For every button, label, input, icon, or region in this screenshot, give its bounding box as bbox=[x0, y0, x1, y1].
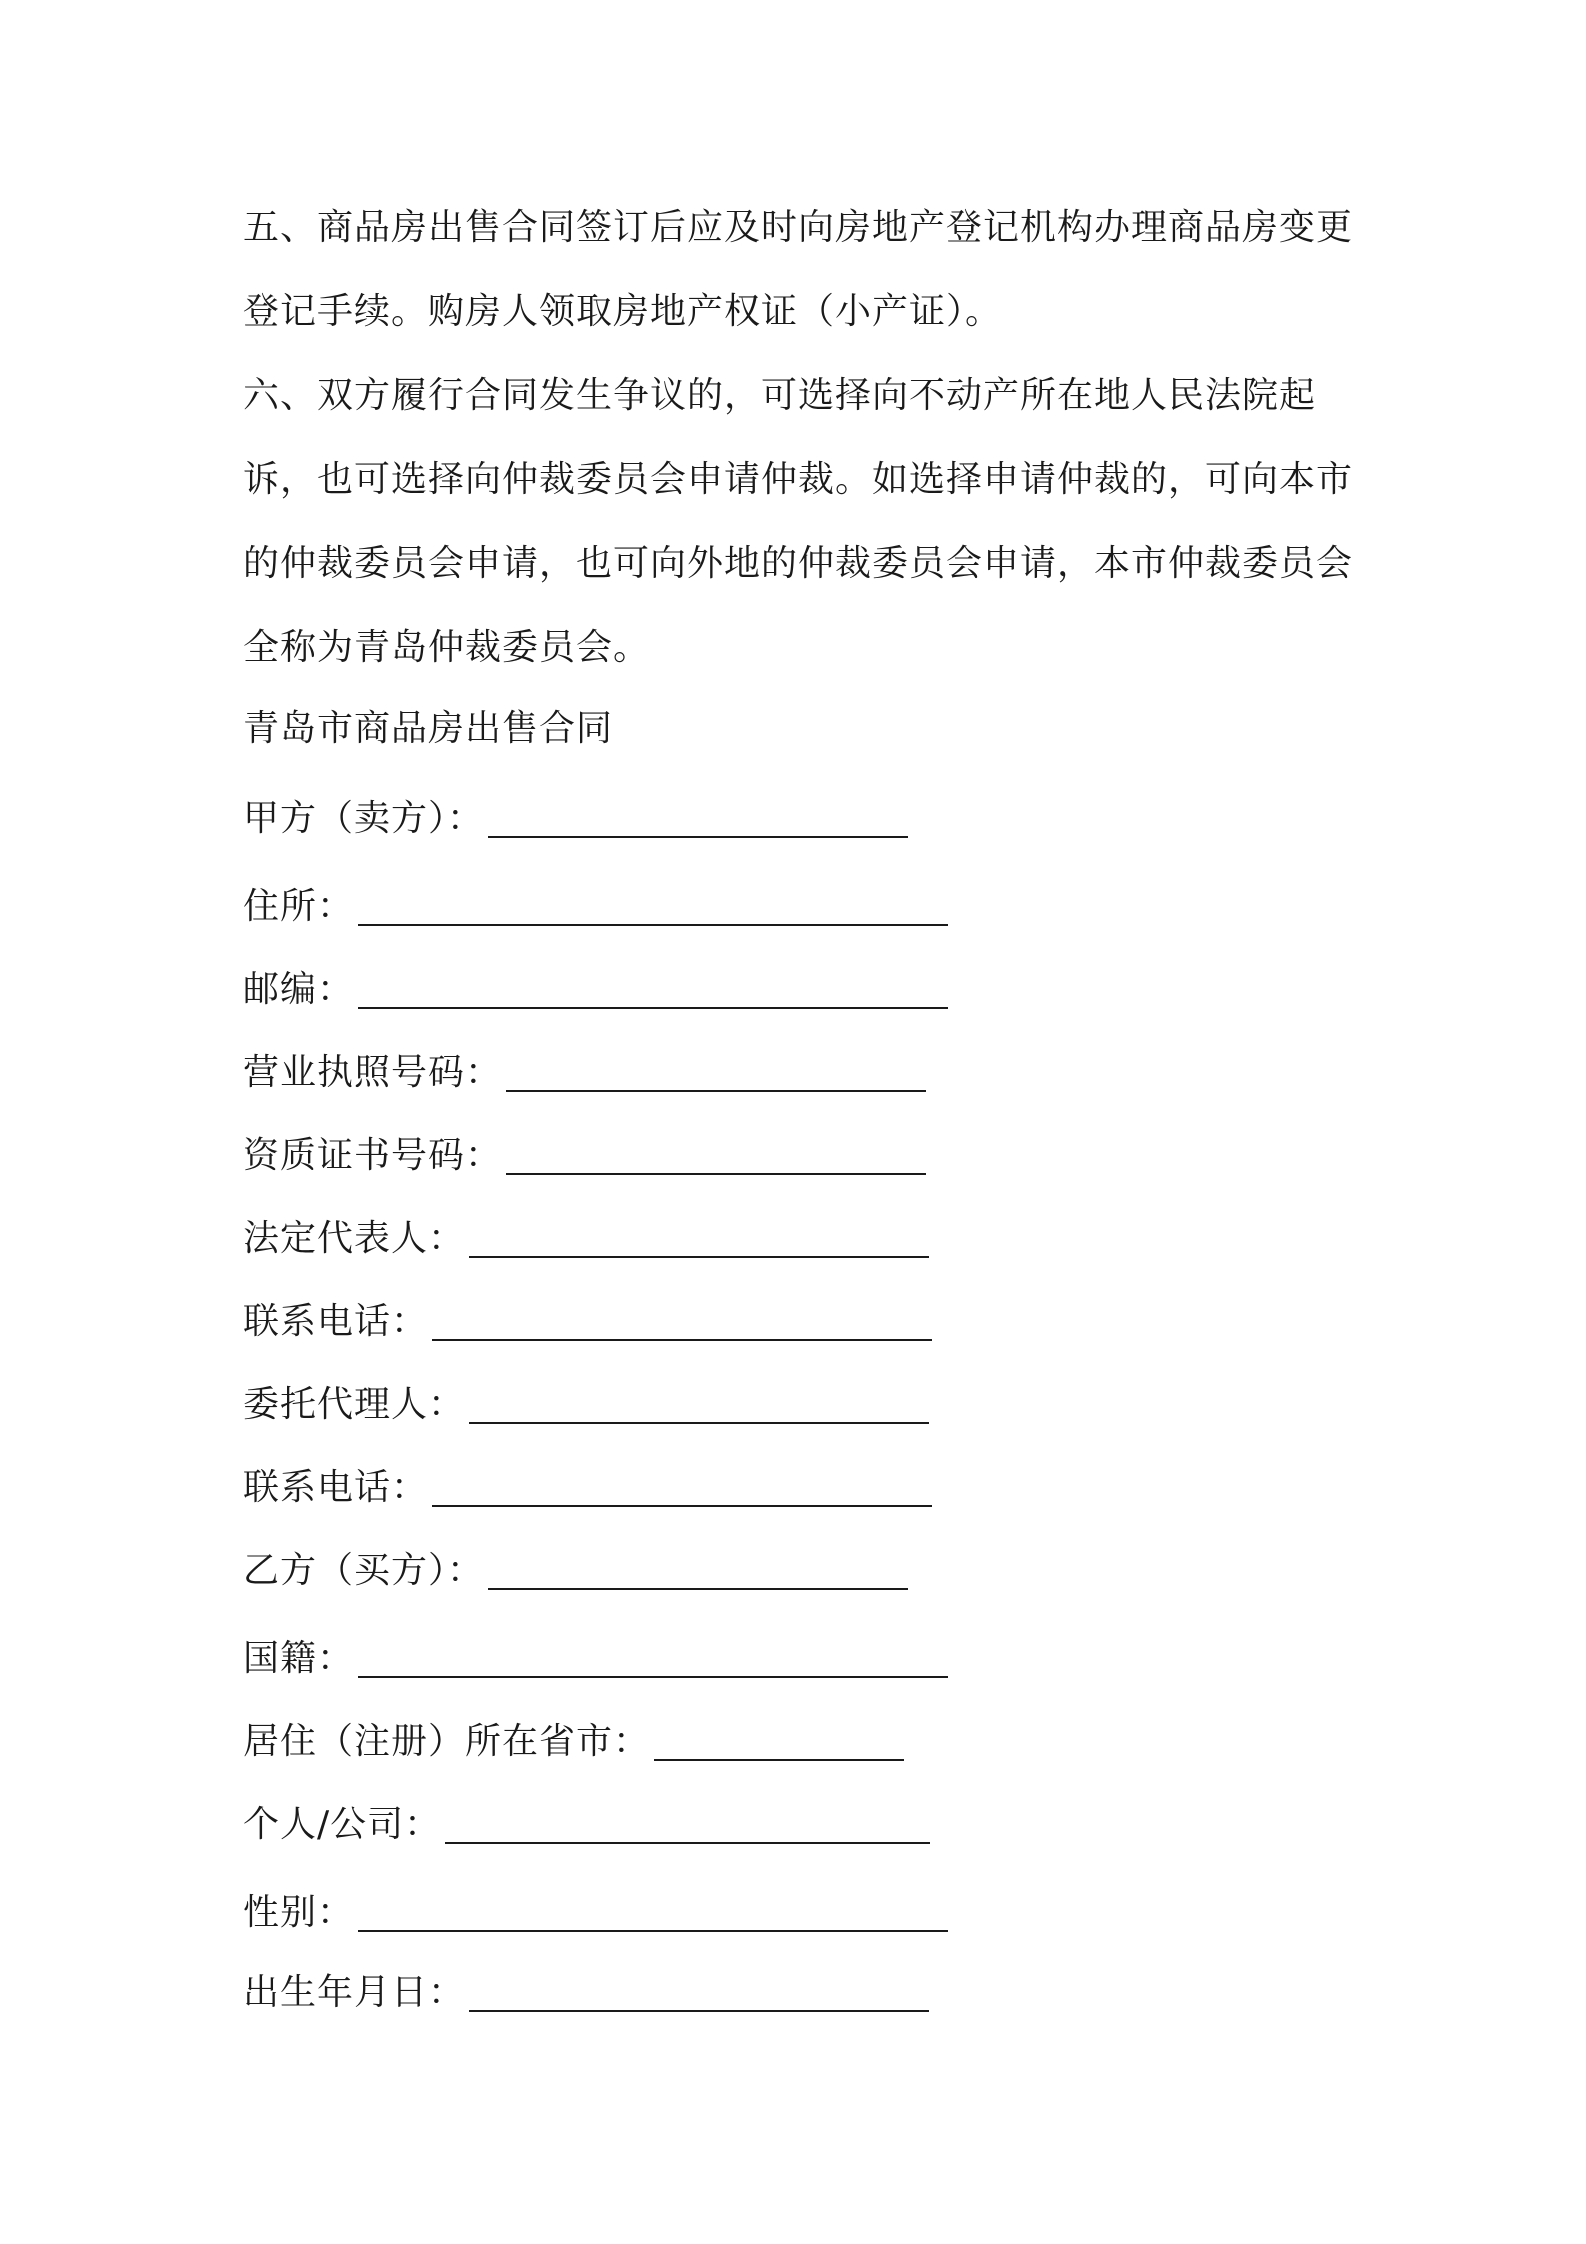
field-birth-date bbox=[243, 1962, 929, 2018]
contract-title: 青岛市商品房出售合同 bbox=[243, 708, 614, 749]
field-phone-a bbox=[243, 1291, 932, 1347]
fill-in-blank[interactable] bbox=[432, 1303, 932, 1341]
field-agent bbox=[243, 1374, 929, 1430]
field-label: 住所： bbox=[243, 886, 355, 927]
field-label: 性别： bbox=[243, 1892, 355, 1933]
field-label: 乙方（买方）： bbox=[243, 1550, 485, 1591]
field-label: 邮编： bbox=[243, 969, 355, 1010]
field-label: 委托代理人： bbox=[243, 1384, 466, 1425]
fill-in-blank[interactable] bbox=[488, 800, 908, 838]
field-label: 国籍： bbox=[243, 1638, 355, 1679]
field-address bbox=[243, 876, 948, 932]
fill-in-blank[interactable] bbox=[358, 971, 948, 1009]
field-individual-company bbox=[243, 1794, 930, 1850]
fill-in-blank[interactable] bbox=[469, 1974, 929, 2012]
field-label: 资质证书号码： bbox=[243, 1135, 503, 1176]
field-label: 营业执照号码： bbox=[243, 1052, 503, 1093]
clause-6: 六、双方履行合同发生争议的，可选择向不动产所在地人民法院起诉，也可选择向仲裁委员会申请仲裁。如选择申请仲裁的，可向本市的仲裁委员会申请，也可向外地的仲裁委员会申请，本市仲裁委员会全称为青岛仲裁委员会。 bbox=[243, 375, 1354, 668]
field-party-a bbox=[243, 788, 908, 844]
field-gender bbox=[243, 1882, 948, 1938]
field-label: 个人/公司： bbox=[243, 1804, 442, 1845]
fill-in-blank[interactable] bbox=[432, 1469, 932, 1507]
field-legal-representative bbox=[243, 1208, 929, 1264]
field-label: 联系电话： bbox=[243, 1467, 429, 1508]
fill-in-blank[interactable] bbox=[358, 1894, 948, 1932]
field-label: 法定代表人： bbox=[243, 1218, 466, 1259]
fill-in-blank[interactable] bbox=[445, 1806, 930, 1844]
field-business-license bbox=[243, 1042, 926, 1098]
field-residence-province bbox=[243, 1711, 904, 1767]
field-label: 甲方（卖方）： bbox=[243, 798, 485, 839]
field-label: 出生年月日： bbox=[243, 1972, 466, 2013]
field-phone-agent bbox=[243, 1457, 932, 1513]
fill-in-blank[interactable] bbox=[654, 1723, 904, 1761]
fill-in-blank[interactable] bbox=[506, 1137, 926, 1175]
field-nationality bbox=[243, 1628, 948, 1684]
field-qualification-cert bbox=[243, 1125, 926, 1181]
field-postcode bbox=[243, 959, 948, 1015]
fill-in-blank[interactable] bbox=[469, 1386, 929, 1424]
fill-in-blank[interactable] bbox=[358, 888, 948, 926]
fill-in-blank[interactable] bbox=[469, 1220, 929, 1258]
clause-5: 五、商品房出售合同签订后应及时向房地产登记机构办理商品房变更登记手续。购房人领取房地产权证（小产证）。 bbox=[243, 207, 1354, 332]
fill-in-blank[interactable] bbox=[358, 1640, 948, 1678]
fill-in-blank[interactable] bbox=[506, 1054, 926, 1092]
field-party-b bbox=[243, 1540, 908, 1596]
field-label: 居住（注册）所在省市： bbox=[243, 1721, 651, 1762]
field-label: 联系电话： bbox=[243, 1301, 429, 1342]
fill-in-blank[interactable] bbox=[488, 1552, 908, 1590]
